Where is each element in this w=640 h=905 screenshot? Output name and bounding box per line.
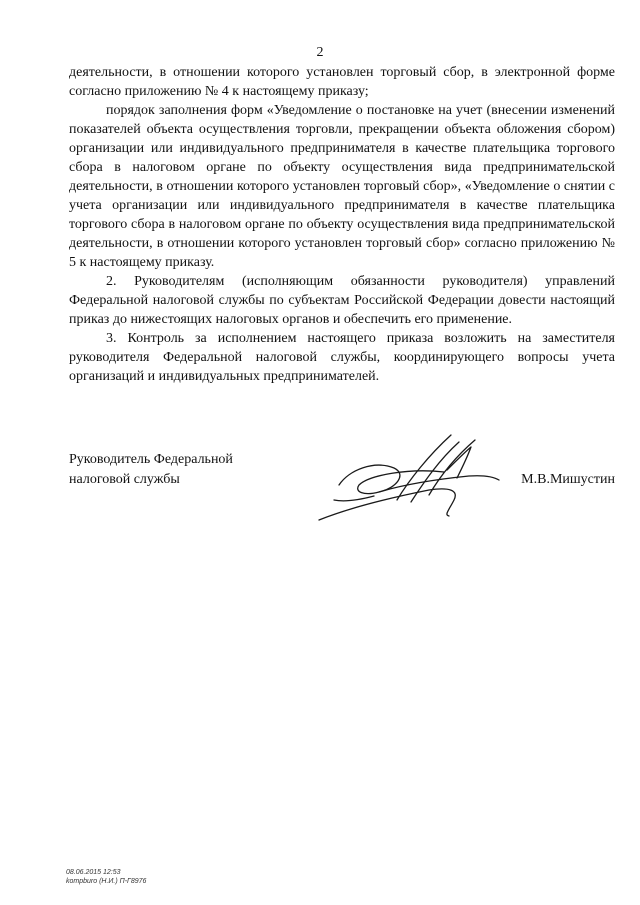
signatory-name: М.В.Мишустин: [521, 472, 615, 487]
document-footer-meta: [66, 868, 146, 886]
page-number: 2: [316, 45, 324, 60]
footer-registration: kompburo (Н.И.) П-Г8976: [66, 878, 147, 885]
signatory-title-line-1: Руководитель Федеральной: [69, 452, 233, 467]
signature-block: [69, 450, 615, 530]
signatory-title-line-2: налоговой службы: [69, 472, 180, 487]
paragraph-continuation: деятельности, в отношении которого установлен торговый сбор, в электронной форме согласно приложению № 4 к настоящему приказу;: [69, 65, 615, 99]
paragraph-item-3: 3. Контроль за исполнением настоящего приказа возложить на заместителя руководителя Федеральной налоговой службы, координирующего вопросы учета организаций и индивидуальных предпринимателей.: [69, 331, 615, 384]
footer-timestamp: 08.06.2015 12:53: [66, 869, 121, 876]
signatory-title: [69, 450, 233, 490]
paragraph-form-filling-order: порядок заполнения форм «Уведомление о постановке на учет (внесении изменений показателей объекта осуществления торговли, прекращении объекта обложения сбором) организации или индивидуального предпринимателя в качестве плательщика торгового сбора в налоговом органе по объекту осуществления вида предпринимательской деятельности, в отношении которого установлен торговый сбор», «Уведомление о снятии с учета организации или индивидуального предпринимателя в качестве плательщика торгового сбора в налоговом органе по объекту осуществления вида предпринимательской деятельности, в отношении которого установлен торговый сбор» согласно приложению № 5 к настоящему приказу.: [69, 103, 615, 270]
handwritten-signature: [279, 430, 519, 525]
paragraph-item-2: 2. Руководителям (исполняющим обязанности руководителя) управлений Федеральной налоговой службы по субъектам Российской Федерации довести настоящий приказ до нижестоящих налоговых органов и обеспечить его применение.: [69, 274, 615, 327]
document-body: [69, 63, 615, 386]
